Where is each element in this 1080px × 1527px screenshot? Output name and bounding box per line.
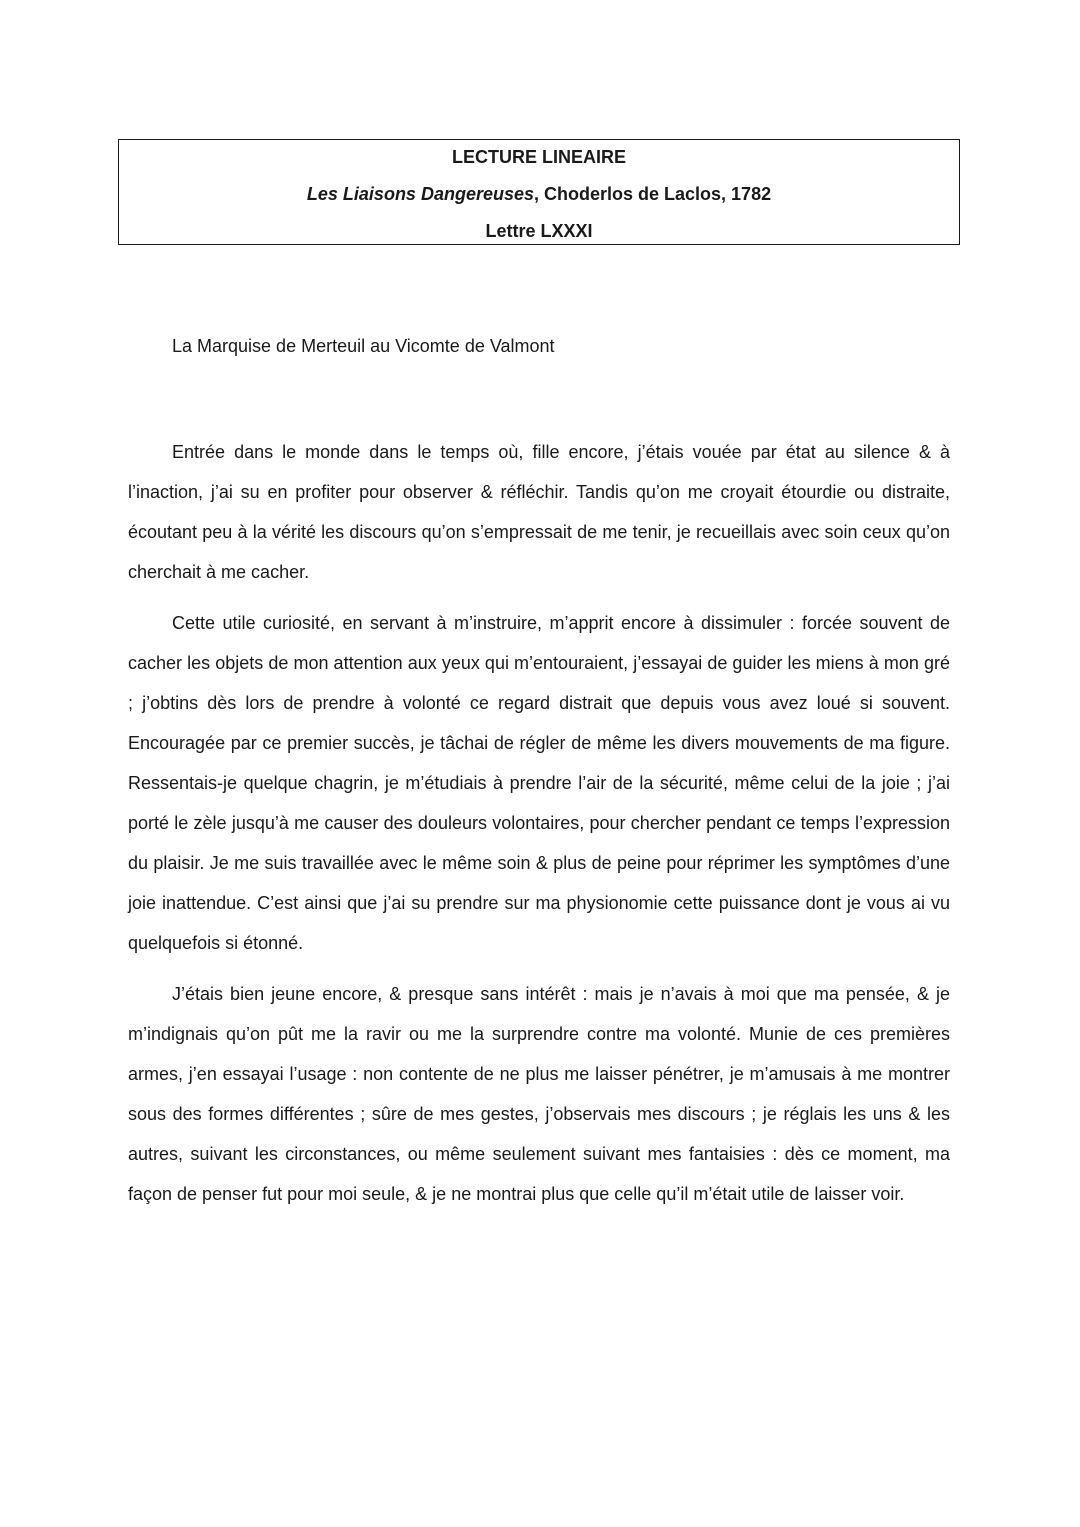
document-title: LECTURE LINEAIRE [451,147,626,167]
paragraph-3: J’étais bien jeune encore, & presque sans intérêt : mais je n’avais à moi que ma pensée, & je m’indignais qu’on pût me la ravir ou me la surprendre contre ma volonté. Munie de ces premières armes, j’en essayai l’usage : non contente de ne plus me laisser pénétrer, je m’amusais à me montrer sous des formes différentes ; sûre de mes gestes, j’observais mes discours ; je réglais les uns & les autres, suivant les circonstances, ou même seulement suivant mes fantaisies : dès ce moment, ma façon de penser fut pour moi seule, & je ne montrai plus que celle qu’il m’était utile de laisser voir. [128,984,950,1204]
book-author-year: , Choderlos de Laclos, 1782 [534,184,772,204]
letter-addressee: La Marquise de Merteuil au Vicomte de Valmont [172,336,555,356]
letter-body [128,432,950,1225]
paragraph-1: Entrée dans le monde dans le temps où, fille encore, j’étais vouée par état au silence & à l’inaction, j’ai su en profiter pour observer & réfléchir. Tandis qu’on me croyait étourdie ou distraite, écoutant peu à la vérité les discours qu’on s’empressait de me tenir, je recueillais avec soin ceux qu’on cherchait à me cacher. [128,442,950,582]
paragraph-2: Cette utile curiosité, en servant à m’instruire, m’apprit encore à dissimuler : forcée souvent de cacher les objets de mon attention aux yeux qui m’entouraient, j’essayai de guider les miens à mon gré ; j’obtins dès lors de prendre à volonté ce regard distrait que depuis vous avez loué si souvent. Encouragée par ce premier succès, je tâchai de régler de même les divers mouvements de ma figure. Ressentais-je quelque chagrin, je m’étudiais à prendre l’air de la sécurité, même celui de la joie ; j’ai porté le zèle jusqu’à me causer des douleurs volontaires, pour chercher pendant ce temps l’expression du plaisir. Je me suis travaillée avec le même soin & plus de peine pour réprimer les symptômes d’une joie inattendue. C’est ainsi que j’ai su prendre sur ma physionomie cette puissance dont je vous ai vu quelquefois si étonné. [128,613,950,953]
letter-number: Lettre LXXXI [485,221,593,241]
book-reference [119,183,959,205]
header-box [118,139,960,245]
book-title: Les Liaisons Dangereuses [306,184,534,204]
